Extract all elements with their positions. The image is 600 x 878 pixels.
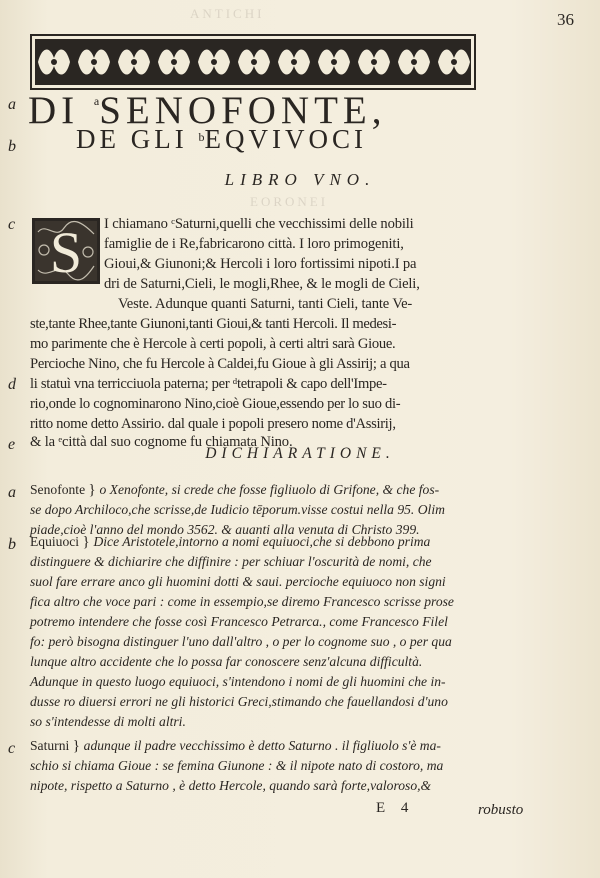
note-text: distinguere & dichiarire che diffinire : per schiuar l'oscurità de nomi, che [30, 554, 432, 569]
note-equivoci [30, 534, 430, 551]
note-line [30, 634, 452, 650]
ornament-dot [251, 59, 257, 65]
title-di: DI [28, 89, 94, 132]
text-line: I chiamano ᶜSaturni,quelli che vecchissimi delle nobili [104, 216, 414, 232]
book-heading: LIBRO VNO. [224, 170, 376, 189]
note-line [30, 758, 443, 774]
text-line: mo parimente che è Hercole à certi popoli, à certi altri sarà Gioue. [30, 336, 396, 352]
page-number: 36 [557, 10, 574, 29]
text-line: Gioui,& Giunoni;& Hercoli i loro fortissimi nipoti.I pa [104, 256, 417, 272]
text-line: dri de Saturni,Cieli, le mogli,Rhee, & le mogli de Cieli, [104, 276, 420, 292]
note-line [30, 654, 422, 670]
ornamental-headpiece [30, 34, 476, 90]
note-line [30, 614, 448, 630]
ornament-dot [411, 59, 417, 65]
dropcap-letter: S [49, 220, 83, 284]
title-de-gli: DE GLI [76, 124, 199, 154]
note-line: o Xenofonte, si crede che fosse figliuolo di Grifone, & che fos- [99, 482, 440, 497]
note-lemma: Saturni [30, 738, 70, 753]
note-line [30, 554, 432, 570]
margin-letter-a: a [8, 96, 16, 113]
note-line [30, 714, 186, 730]
note-text: se dopo Archiloco,che scrisse,de Iudicio tēporum.visse costui nella 95. Olim [30, 502, 445, 517]
note-lemma: Equiuoci [30, 534, 80, 549]
text-line: li statuì vna terricciuola paterna; per ᵈtetrapoli & capo dell'Impe- [30, 376, 387, 392]
note-saturni [30, 738, 441, 755]
note-line [30, 574, 446, 590]
note-text: fo: però bisogna distinguer l'uno dall'altro , o per lo cognome suo , o per qua [30, 634, 452, 649]
note-lemma: Senofonte [30, 482, 86, 497]
bleed-through-text: EORONEI [250, 194, 329, 209]
title-note-b: b [198, 130, 205, 144]
note-text: fica altro che voce pari : come in essempio,se diremo Francesco scrisse prose [30, 594, 454, 609]
note-text: lunque altro accidente che lo possa far conoscere senz'alcuna difficultà. [30, 654, 423, 669]
title-equivoci: EQVIVOCI [204, 124, 367, 154]
text-line: Veste. Adunque quanti Saturni, tanti Cieli, tante Ve- [118, 296, 413, 312]
text-line: rio,onde lo cognominarono Nino,cioè Gioue,essendo per lo suo di- [30, 396, 401, 412]
note-line [30, 694, 448, 710]
note-text: Adunque in questo luogo equiuoci, s'intendono i nomi de gli huomini che in- [30, 674, 446, 689]
margin-letter-c: c [8, 216, 16, 233]
margin-letter-a2: a [8, 484, 16, 501]
title-line-2 [76, 124, 367, 155]
catchword: robusto [478, 802, 524, 818]
note-line [30, 778, 431, 794]
signature-mark: E 4 [376, 800, 415, 816]
ornament-dot [171, 59, 177, 65]
brace-icon: } [88, 482, 100, 498]
ornament-dot [131, 59, 137, 65]
brace-icon: } [82, 534, 94, 550]
section-heading: DICHIARATIONE. [205, 445, 395, 462]
ornament-dot [451, 59, 457, 65]
ornament-dot [291, 59, 297, 65]
margin-letter-d: d [8, 376, 16, 393]
ornament-dot [91, 59, 97, 65]
note-text: schio si chiama Gioue : se femina Giunone : & il nipote nato di costoro, ma [30, 758, 444, 773]
title-senofonte: SENOFONTE, [99, 89, 387, 132]
decorated-initial [32, 218, 100, 284]
bleed-through-text: ANTICHI [190, 6, 265, 21]
ornament-dot [51, 59, 57, 65]
note-text: nipote, rispetto a Saturno , è detto Hercole, quando sarà forte,valoroso,& [30, 778, 432, 793]
note-text: so s'intendesse di molti altri. [30, 714, 186, 729]
ornament-dot [331, 59, 337, 65]
margin-letter-c2: c [8, 740, 16, 757]
note-line: adunque il padre vecchissimo è detto Saturno . il figliuolo s'è ma- [83, 738, 441, 753]
text-line: famiglie de i Re,fabricarono città. I loro primogeniti, [104, 236, 404, 252]
note-line [30, 594, 454, 610]
margin-letter-b: b [8, 138, 16, 155]
note-text: potremo intendere che fosse così Francesco Petrarca., come Francesco Filel [30, 614, 448, 629]
note-line [30, 502, 445, 518]
ornament-dot [211, 59, 217, 65]
note-text: piade,cioè l'anno del mondo 3562. & auanti alla venuta di Christo 399. [30, 522, 420, 537]
ornament-dot [371, 59, 377, 65]
title-note-a: a [93, 94, 100, 108]
text-line: ste,tante Rhee,tante Giunoni,tanti Gioui,& tanti Hercoli. Il medesi- [30, 316, 397, 332]
text-line: ritto nome detto Assirio. dal quale i popoli presero nome d'Assirij, [30, 416, 396, 432]
text-line: Percioche Nino, che fu Hercole à Caldei,fu Gioue à gli Assirij; a qua [30, 356, 410, 372]
note-senofonte [30, 482, 439, 499]
margin-letter-e: e [8, 436, 16, 453]
note-line [30, 674, 446, 690]
margin-letter-b2: b [8, 536, 16, 553]
note-line: Dice Aristotele,intorno a nomi equiuoci,che si debbono prima [93, 534, 431, 549]
text-line: & la ᵉcittà dal suo cognome fu chiamata Nino. [30, 434, 293, 450]
brace-icon: } [72, 738, 84, 754]
note-text: dusse ro diuersi errori ne gli historici Greci,stimando che fauellandosi d'uno [30, 694, 448, 709]
note-text: suol fare errare anco gli huomini dotti & saui. percioche equiuoco non signi [30, 574, 446, 589]
